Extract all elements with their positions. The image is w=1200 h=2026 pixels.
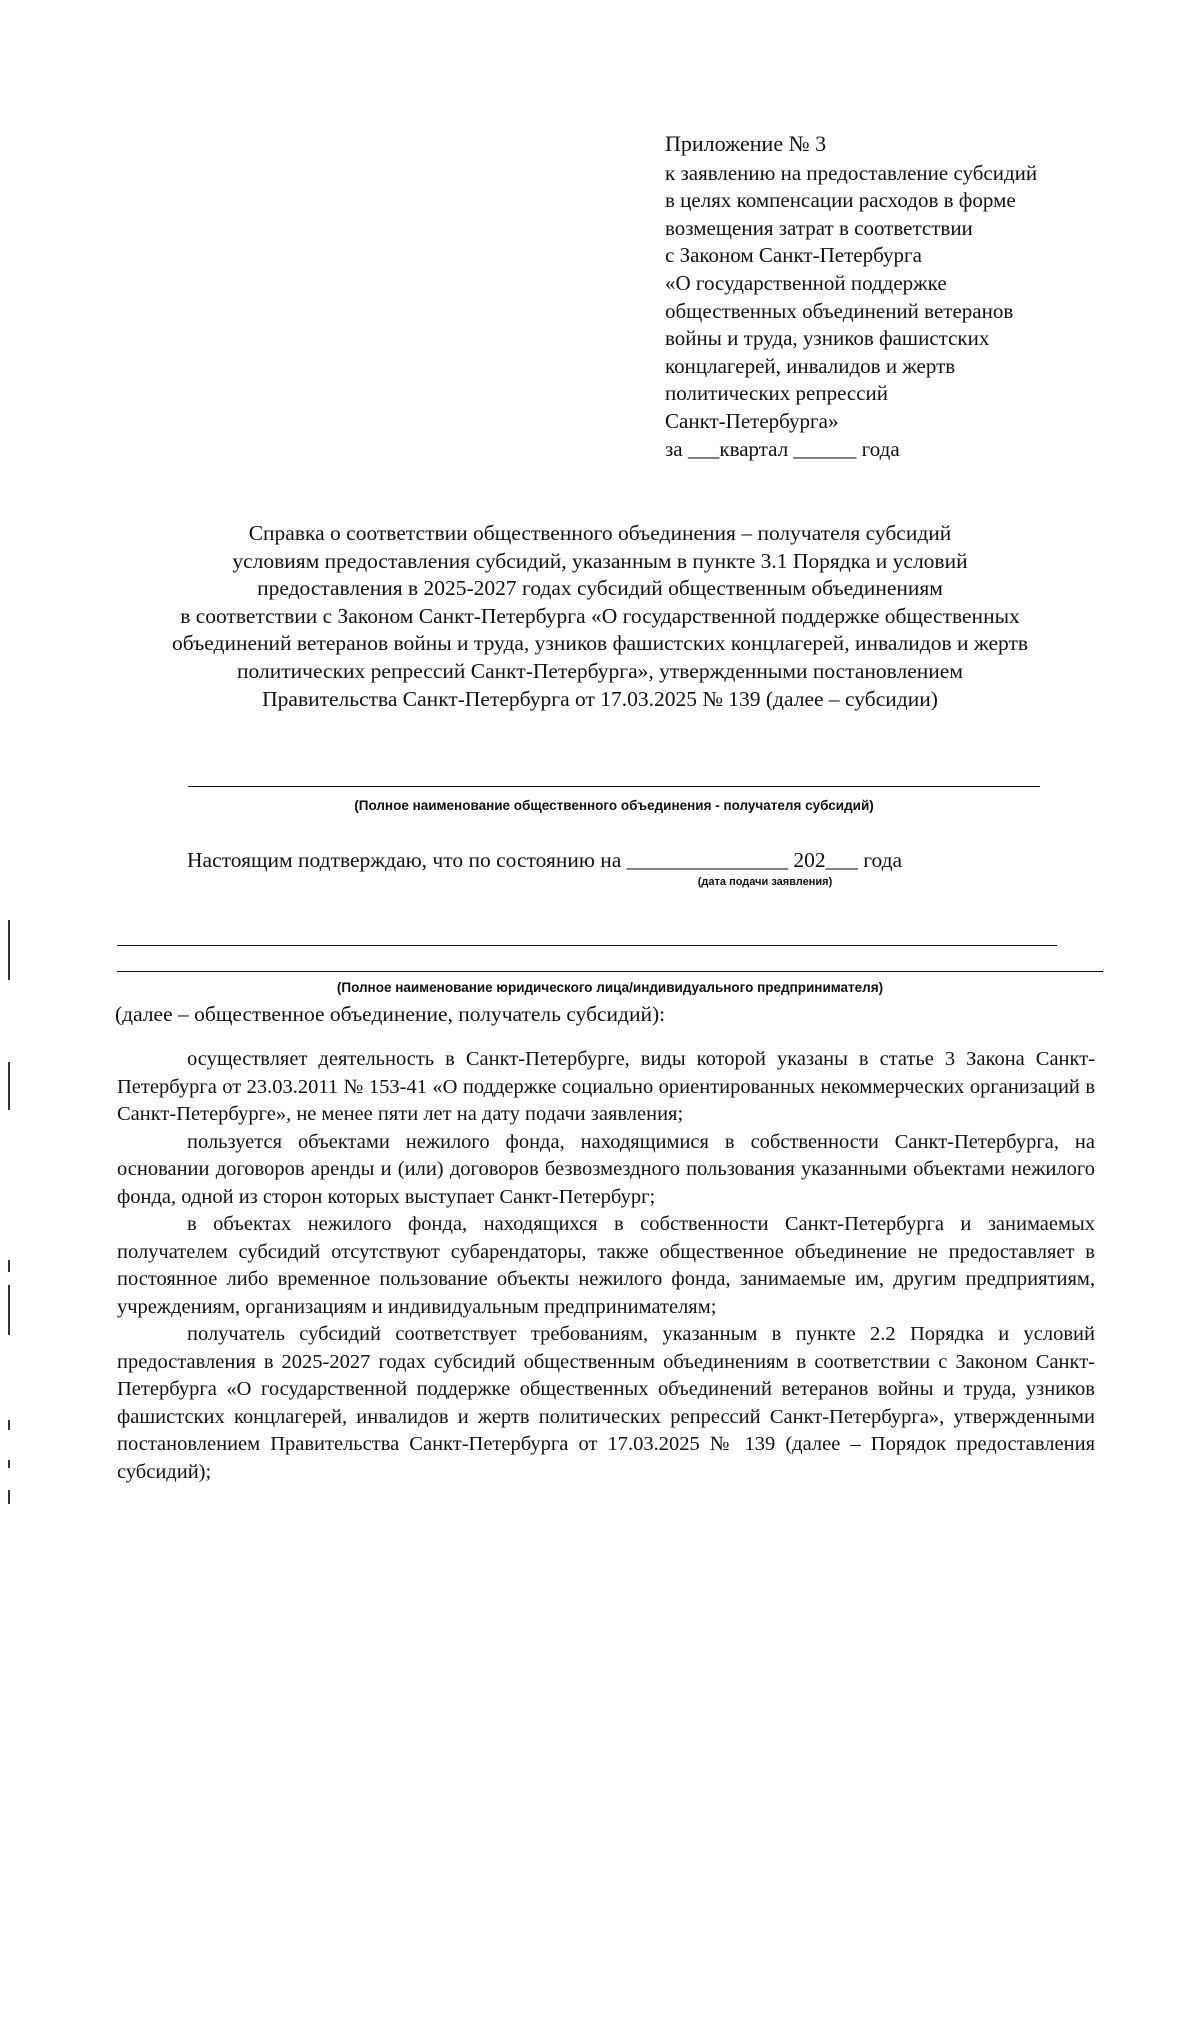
- condition-paragraph: осуществляет деятельность в Санкт-Петербурге, виды которой указаны в статье 3 Закона Санкт-Петербурга от 23.03.2011 № 153-41 «О поддержке социально ориентированных некоммерческих организаций в Санкт-Петербурге», не менее пяти лет на дату подачи заявления;: [117, 1048, 1095, 1125]
- hereinafter-text: (далее – общественное объединение, получатель субсидий):: [115, 1002, 666, 1026]
- appendix-line: Санкт-Петербурга»: [665, 408, 839, 433]
- scan-artifact-mark: [8, 1260, 10, 1272]
- appendix-line: войны и труда, узников фашистских: [665, 326, 990, 351]
- appendix-period-line: за ___квартал ______ года: [665, 436, 900, 461]
- title-line: Правительства Санкт-Петербурга от 17.03.2025 № 139 (далее – субсидии): [262, 686, 938, 711]
- title-line: политических репрессий Санкт-Петербурга», утвержденными постановлением: [237, 658, 963, 683]
- scan-artifact-mark: [8, 1285, 10, 1335]
- title-line: в соответствии с Законом Санкт-Петербурга «О государственной поддержке общественных: [180, 603, 1020, 628]
- scan-artifact-mark: [8, 920, 10, 980]
- condition-paragraph: пользуется объектами нежилого фонда, находящимися в собственности Санкт-Петербурга, на основании договоров аренды и (или) договоров безвозмездного пользования указанными объектами нежилого фонда, одной из сторон которых выступает Санкт-Петербург;: [117, 1130, 1095, 1208]
- org-name-caption: (Полное наименование общественного объединения - получателя субсидий): [354, 798, 874, 813]
- scan-artifact-mark: [8, 1420, 10, 1430]
- appendix-line: политических репрессий: [665, 381, 889, 406]
- appendix-line: «О государственной поддержке: [665, 270, 947, 295]
- condition-paragraph: в объектах нежилого фонда, находящихся в собственности Санкт-Петербурга и занимаемых получателем субсидий отсутствуют субарендаторы, также общественное объединение не предоставляет в постоянное либо временное пользование объекты нежилого фонда, занимаемые им, другим предприятиям, учреждениям, организациям и индивидуальным предпринимателям;: [117, 1213, 1095, 1318]
- scan-artifact-mark: [8, 1062, 10, 1110]
- date-caption: (дата подачи заявления): [697, 876, 833, 888]
- scan-artifact-mark: [8, 1460, 10, 1468]
- appendix-header: [665, 130, 1135, 463]
- condition-paragraph: получатель субсидий соответствует требованиям, указанным в пункте 2.2 Порядка и условий предоставления в 2025-2027 годах субсидий общественным объединениям в соответствии с Законом Санкт-Петербурга «О государственной поддержке общественных объединений ветеранов войны и труда, узников фашистских концлагерей, инвалидов и жертв политических репрессий Санкт-Петербурга», утвержденными постановлением Правительства Санкт-Петербурга от 17.03.2025 № 139 (далее – Порядок предоставления субсидий);: [117, 1323, 1095, 1483]
- scan-artifact-mark: [8, 1490, 10, 1504]
- org-name-field-line[interactable]: [188, 786, 1040, 787]
- appendix-line: концлагерей, инвалидов и жертв: [665, 353, 956, 378]
- document-title: [100, 520, 1100, 713]
- legal-entity-caption: (Полное наименование юридического лица/индивидуального предпринимателя): [336, 980, 884, 995]
- title-line: Справка о соответствии общественного объединения – получателя субсидий: [248, 521, 952, 545]
- appendix-line: возмещения затрат в соответствии: [665, 215, 973, 240]
- appendix-line: к заявлению на предоставление субсидий: [665, 160, 1038, 185]
- title-line: предоставления в 2025-2027 годах субсидий общественным объединениям: [257, 576, 943, 601]
- conditions-list: [117, 1046, 1095, 1486]
- appendix-line: с Законом Санкт-Петербурга: [665, 243, 922, 268]
- legal-entity-field-line-2[interactable]: [117, 971, 1103, 972]
- appendix-title: Приложение № 3: [665, 131, 827, 156]
- confirm-sentence: Настоящим подтверждаю, что по состоянию на _______________ 202___ года: [187, 848, 903, 872]
- appendix-line: общественных объединений ветеранов: [665, 298, 1014, 323]
- legal-entity-field-line-1[interactable]: [117, 945, 1057, 946]
- title-line: условиям предоставления субсидий, указанным в пункте 3.1 Порядка и условий: [232, 548, 968, 573]
- title-line: объединений ветеранов войны и труда, узников фашистских концлагерей, инвалидов и жертв: [171, 631, 1029, 656]
- appendix-line: в целях компенсации расходов в форме: [665, 188, 1016, 213]
